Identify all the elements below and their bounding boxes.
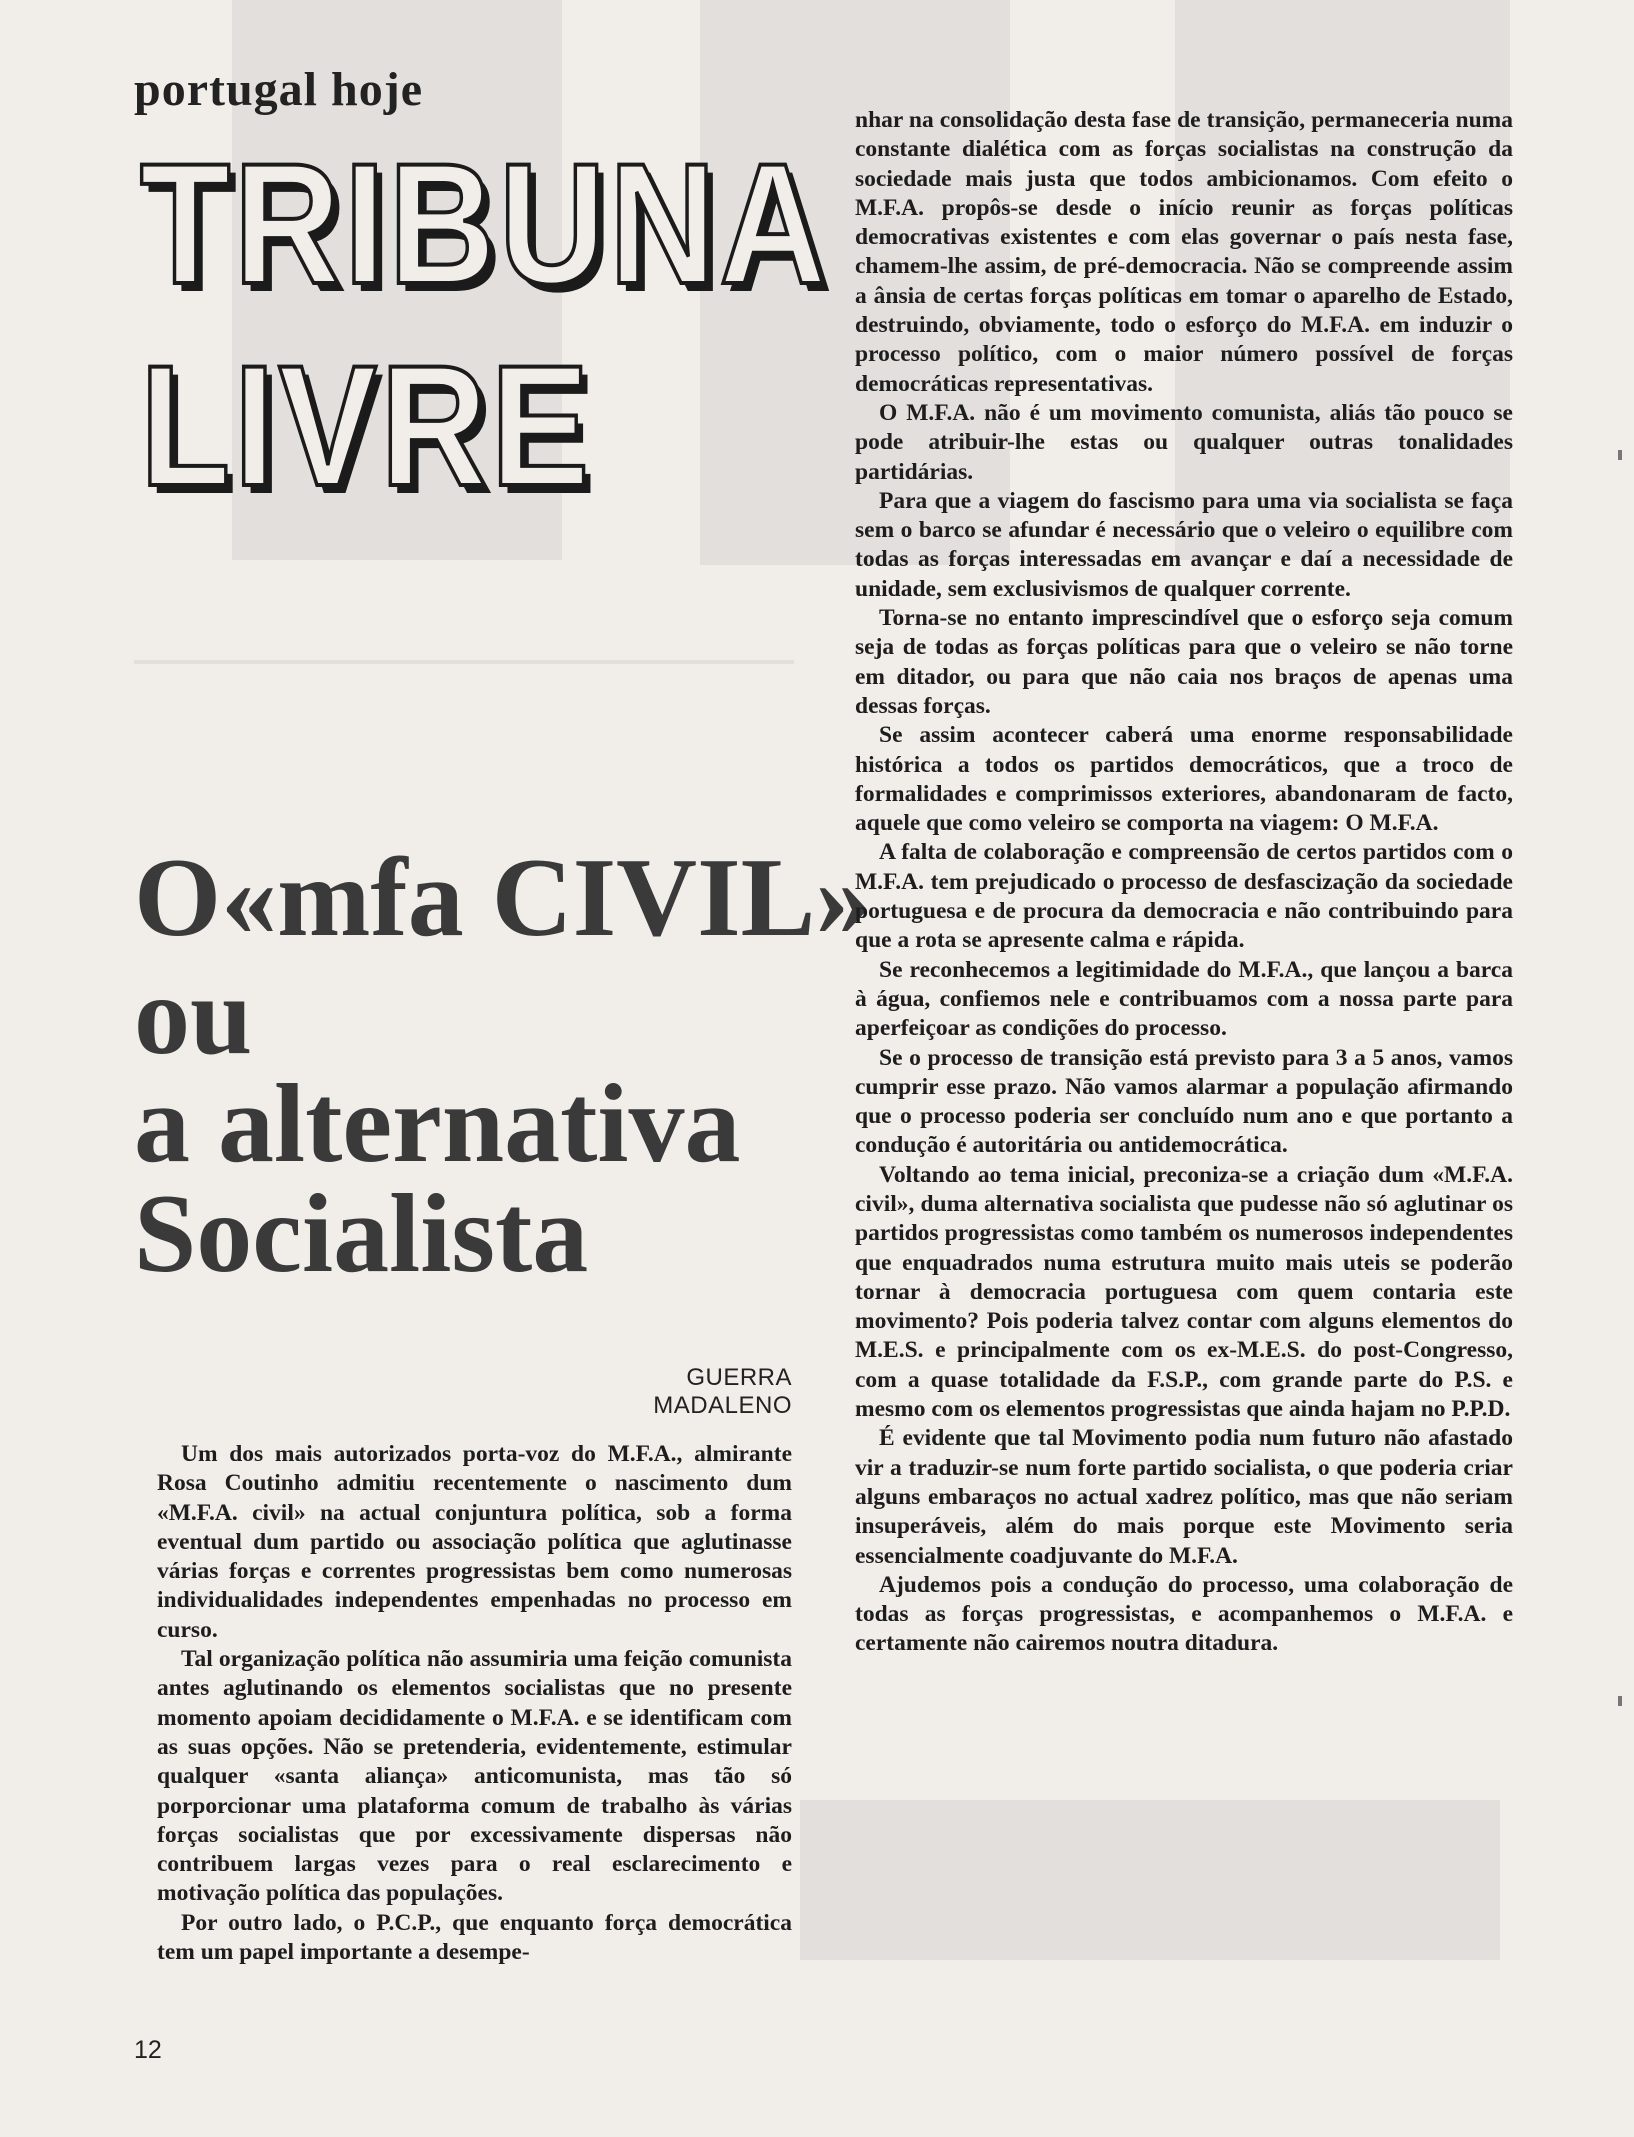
section-title-line1: TRIBUNA (140, 128, 830, 320)
paragraph: É evidente que tal Movimento podia num futuro não afastado vir a traduzir-se num forte partido socialista, o que poderia criar alguns embaraços no actual xadrez político, mas que não seriam insuperáveis, além do mais porque este Movimento seria essencialmente coadjuvante do M.F.A. (855, 1425, 1513, 1569)
show-through-panel-lower (800, 1800, 1500, 1960)
headline-line2: ou (134, 954, 253, 1078)
paragraph: Por outro lado, o P.C.P., que enquanto força democrática tem um papel importante a desempe- (157, 1909, 792, 1966)
paragraph: Torna-se no entanto imprescindível que o esforço seja comum seja de todas as forças políticas para que o veleiro se não torne em ditador, ou para que não caia nos braços de apenas uma dessas forças. (855, 605, 1513, 719)
article-column-right (855, 106, 1513, 1659)
article-column-left (157, 1440, 792, 1967)
show-through-rule (134, 660, 794, 664)
section-kicker: portugal hoje (134, 63, 423, 116)
paragraph: Se o processo de transição está previsto para 3 a 5 anos, vamos cumprir esse prazo. Não vamos alarmar a população afirmando que o processo poderia ser concluído num ano e que portanto a condução é autoritária ou antidemocrática. (855, 1044, 1513, 1159)
paragraph: Tal organização política não assumiria uma feição comunista antes aglutinando os elementos socialistas que no presente momento apoiam decididamente o M.F.A. e se identificam com as suas opções. Não se pretenderia, evidentemente, estimular qualquer «santa aliança» anticomunista, mas tão só porporcionar uma plataforma comum de trabalho às várias forças socialistas que por excessivamente dispersas não contribuem largas vezes para o real esclarecimento e motivação política das populações. (157, 1646, 792, 1907)
scan-edge-mark (1618, 1696, 1622, 1706)
paragraph: O M.F.A. não é um movimento comunista, aliás tão pouco se pode atribuir-lhe estas ou qualquer outras tonalidades partidárias. (855, 399, 1513, 485)
paragraph: A falta de colaboração e compreensão de certos partidos com o M.F.A. tem prejudicado o processo de desfascização da sociedade portuguesa e de procura da democracia e não contribuindo para que a rota se apresente calma e rápida. (855, 839, 1513, 954)
headline-line3: a alternativa (134, 1062, 741, 1186)
paragraph: Voltando ao tema inicial, preconiza-se a criação dum «M.F.A. civil», duma alternativa socialista que pudesse não só aglutinar os partidos progressistas como também os numerosos independentes que enquadrados numa estrutura muito mais uteis se poderão tornar à democracia portuguesa com quem contaria este movimento? Pois poderia talvez contar com alguns elementos do M.E.S. e principalmente com os ex-M.E.S. do post-Congresso, com a quase totalidade da F.S.P., com grande parte do P.S. e mesmo com os elementos progressistas que ainda hajam no P.P.D. (855, 1161, 1513, 1423)
page-number: 12 (134, 2036, 162, 2064)
author-byline: GUERRA MADALENO (653, 1364, 792, 1419)
paragraph: Um dos mais autorizados porta-voz do M.F.A., almirante Rosa Coutinho admitiu recentemente o nascimento dum «M.F.A. civil» na actual conjuntura política, sob a forma eventual dum partido ou associação política que aglutinasse várias forças e correntes progressistas bem como numerosas individualidades independentes empenhadas no processo em curso. (157, 1441, 792, 1643)
paragraph: nhar na consolidação desta fase de transição, permaneceria numa constante dialética com as forças socialistas na construção da sociedade mais justa que todos ambicionamos. Com efeito o M.F.A. propôs-se desde o início reunir as forças políticas democrativas existentes e com elas governar o país nesta fase, chamem-lhe assim, de pré-democracia. Não se compreende assim a ânsia de certas forças políticas em tomar o aparelho de Estado, destruindo, obviamente, todo o esforço do M.F.A. em induzir o processo político, com o maior número possível de forças democráticas representativas. (855, 107, 1513, 397)
paragraph: Se assim acontecer caberá uma enorme responsabilidade histórica a todos os partidos democráticos, que a troco de formalidades e comprimissos exteriores, abandonaram de facto, aquele que como veleiro se comporta na viagem: O M.F.A. (855, 722, 1513, 837)
headline-line1: O«mfa CIVIL» (134, 836, 872, 960)
scan-edge-mark (1618, 450, 1622, 460)
paragraph: Para que a viagem do fascismo para uma via socialista se faça sem o barco se afundar é necessário que o veleiro o equilibre com todas as forças interessadas em avançar e daí a necessidade de unidade, sem exclusivismos de qualquer corrente. (855, 487, 1513, 602)
paragraph: Ajudemos pois a condução do processo, uma colaboração de todas as forças progressistas, e acompanhemos o M.F.A. e certamente não cairemos noutra ditadura. (855, 1571, 1513, 1657)
paragraph: Se reconhecemos a legitimidade do M.F.A., que lançou a barca à água, confiemos nele e contribuamos com a nossa parte para aperfeiçoar as condições do processo. (855, 956, 1513, 1042)
headline-line4: Socialista (134, 1172, 589, 1296)
section-title-line2: LIVRE (140, 330, 593, 522)
